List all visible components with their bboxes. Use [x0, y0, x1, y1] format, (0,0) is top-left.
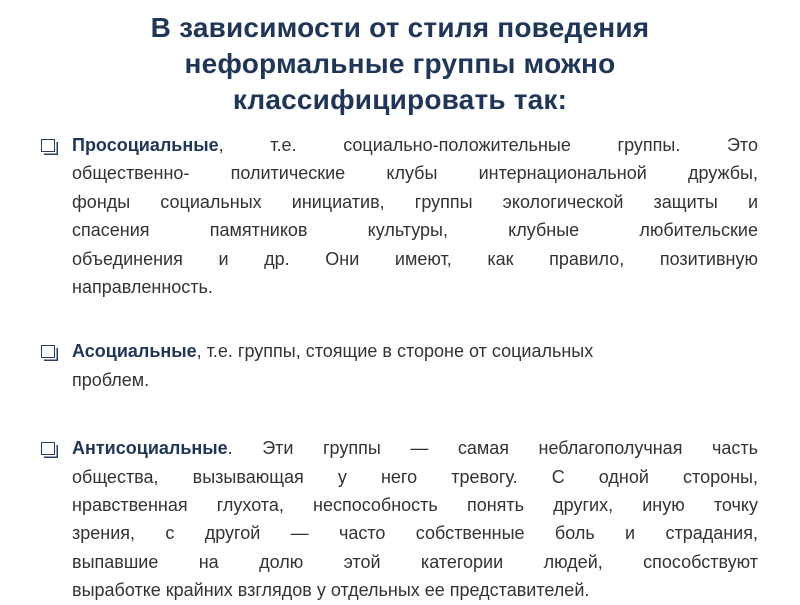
- title-line-1: В зависимости от стиля поведения: [150, 12, 650, 43]
- text-fragment: , т.е. социально-положительные группы. Это: [218, 135, 758, 155]
- text-fragment: . Эти группы — самая неблагополучная часть: [227, 438, 758, 459]
- text-fragment: , т.е. группы, стоящие в стороне от социальных: [196, 341, 594, 362]
- text-line: проблем.: [72, 369, 150, 390]
- text-line: выпавшие на долю этой категории людей, способствуют: [72, 551, 758, 572]
- text-line: зрения, с другой — часто собственные боль и страдания,: [72, 523, 758, 544]
- term-antisocial: Антисоциальные: [72, 438, 228, 459]
- list-item-asocial: [36, 337, 758, 394]
- term-asocial: Асоциальные: [72, 341, 197, 362]
- text-line: выработке крайних взглядов у отдельных ее представителей.: [72, 580, 590, 601]
- title-line-3: классифицировать так:: [232, 84, 568, 115]
- text-line: объединения и др. Они имеют, как правило, позитивную: [72, 248, 758, 269]
- text-line: нравственная глухота, неспособность понять других, иную точку: [72, 495, 758, 516]
- checkbox-bullet-icon: [41, 345, 55, 358]
- bullet-list: [36, 131, 758, 605]
- checkbox-bullet-icon: [41, 442, 55, 455]
- term-prosocial: Просоциальные: [72, 135, 219, 155]
- slide-title: [60, 10, 740, 118]
- text-line: фонды социальных инициатив, группы экологической защиты и: [72, 191, 758, 212]
- checkbox-bullet-icon: [41, 139, 55, 152]
- text-line: [72, 434, 758, 462]
- list-item-antisocial: [36, 434, 758, 604]
- text-line: общественно- политические клубы интернациональной дружбы,: [72, 163, 758, 184]
- text-line: направленность.: [72, 277, 213, 298]
- text-line: общества, вызывающая у него тревогу. С одной стороны,: [72, 466, 758, 487]
- text-line: [72, 337, 758, 365]
- text-line: [72, 131, 758, 159]
- title-line-2: неформальные группы можно: [184, 48, 616, 79]
- text-line: спасения памятников культуры, клубные любительские: [72, 220, 758, 241]
- list-item-prosocial: [36, 131, 758, 301]
